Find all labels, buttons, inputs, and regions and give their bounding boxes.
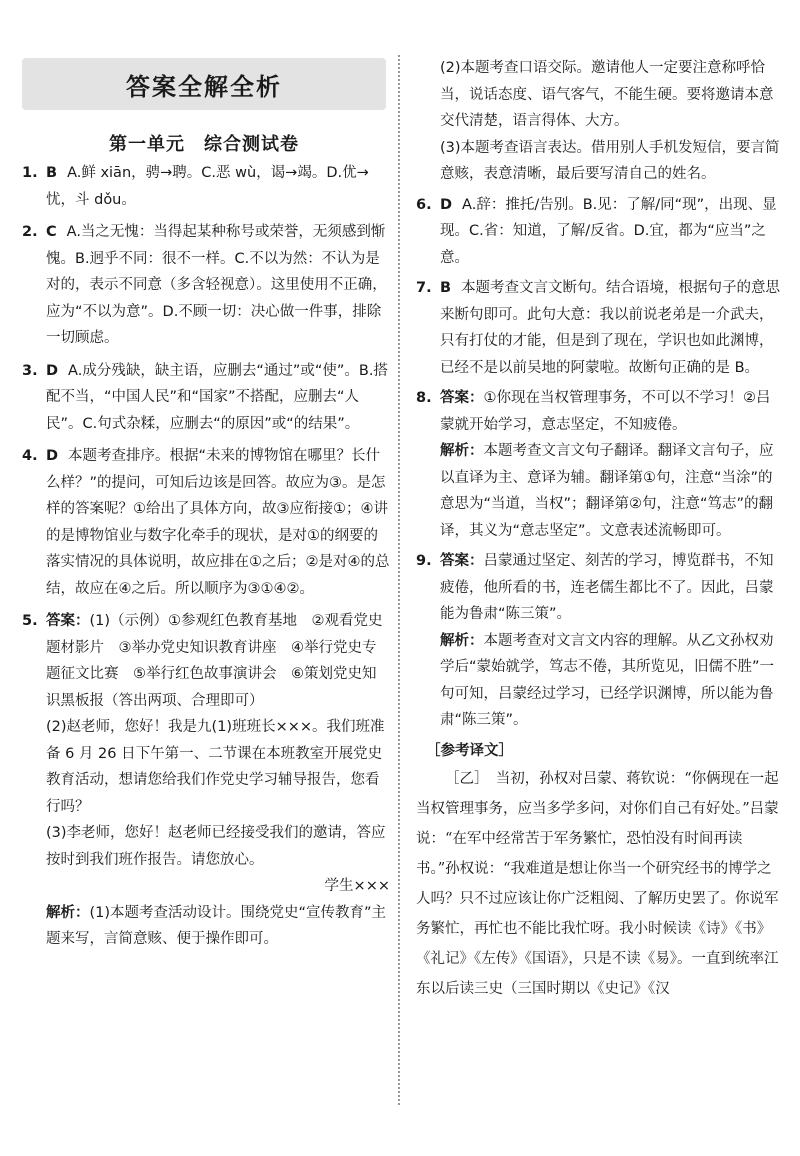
answer-text: 吕蒙通过坚定、刻苦的学习，博览群书，不知疲倦，他所看的书，连老儒生都比不了。因此，吕蒙能为鲁肃“陈三策”。 (440, 553, 774, 622)
question-2 (22, 219, 390, 352)
question-number: 4. (22, 448, 38, 464)
question-5 (22, 608, 390, 953)
answer-text: A.辞：推托/告别。B.见：了解/同“现”，出现、显现。C.省：知道，了解/反省。D.宜，都为“应当”之意。 (440, 196, 777, 266)
analysis-label: 解析： (46, 904, 90, 921)
answer-letter: C (46, 224, 57, 240)
question-number: 3. (22, 362, 38, 379)
question-1 (22, 160, 390, 213)
answer-label: 答案： (46, 613, 90, 629)
question-number: 9. (416, 553, 432, 569)
answer-part-1: (1)（示例）①参观红色教育基地 ②观看党史题材影片 ③举办党史知识教育讲座 ④举行党史专题征文比赛 ⑤举行红色故事演讲会 ⑥策划党史知识黑板报（答出两项、合理即可） (46, 613, 383, 709)
answer-part-3: (3)李老师，您好！赵老师已经接受我们的邀请，答应按时到我们班作报告。请您放心。 (46, 825, 386, 868)
analysis-text: 本题考查对文言文内容的理解。从乙文孙权劝学后“蒙始就学，笃志不倦，其所览见，旧儒不胜”一句可知，吕蒙经过学习，已经学识渊博，所以能为鲁肃“陈三策”。 (440, 632, 775, 728)
answer-letter: D (440, 196, 453, 213)
answer-text: 本题考查文言文断句。结合语境，根据句子的意思来断句即可。此句大意：我以前说老弟是一介武夫，只有打仗的才能，但是到了现在，学识也如此渊博，已经不是以前吴地的阿蒙啦。故断句正确的是 B。 (440, 280, 781, 376)
question-3 (22, 358, 390, 438)
analysis-text: 本题考查文言文句子翻译。翻译文言句子，应以直译为主、意译为辅。翻译第①句，注意“当涂”的意思为“当道，当权”；翻译第②句，注意“笃志”的翻译，其义为“意志坚定”。文意表述流畅即可。 (440, 443, 774, 539)
analysis-label: 解析： (440, 443, 484, 459)
question-8 (416, 385, 782, 544)
answer-letter: D (46, 362, 59, 379)
page-title: 答案全解全析 (126, 72, 282, 101)
question-7 (416, 275, 782, 381)
answer-text: A.当之无愧：当得起某种称号或荣誉，无须感到惭愧。B.迥乎不同：很不一样。C.不以为然：不认为是对的，表示不同意（多含轻视意）。这里使用不正确，应为“不以为意”。D.不顾一切：决心做一件事，排除一切顾虑。 (46, 224, 387, 346)
question-number: 7. (416, 280, 432, 296)
analysis-text: (1)本题考查活动设计。围绕党史“宣传教育”主题来写，言简意赅、便于操作即可。 (46, 904, 387, 947)
page-title-banner (22, 58, 386, 110)
answer-text: A.成分残缺，缺主语，应删去“通过”或“使”。B.搭配不当，“中国人民”和“国家”不搭配，应删去“人民”。C.句式杂糅，应删去“的原因”或“的结果”。 (46, 362, 388, 432)
q5-continued-part-2: (2)本题考查口语交际。邀请他人一定要注意称呼恰当，说话态度、语气客气，不能生硬。要将邀请本意交代清楚，语言得体、大方。 (440, 60, 774, 129)
question-6 (416, 192, 782, 272)
answer-letter: B (440, 280, 452, 296)
answer-text: ①你现在当权管理事务，不可以不学习！②吕蒙就开始学习，意志坚定，不知疲倦。 (440, 390, 771, 433)
question-9 (416, 548, 782, 734)
question-number: 5. (22, 613, 38, 629)
question-number: 1. (22, 165, 38, 181)
answer-part-2: (2)赵老师，您好！我是九(1)班班长×××。我们班准备 6 月 26 日下午第一、二节课在本班教室开展党史教育活动，想请您给我们作党史学习辅导报告，您看行吗？ (46, 719, 385, 815)
analysis (46, 900, 390, 953)
analysis (440, 438, 782, 544)
column-divider (398, 55, 400, 1105)
answer-text: A.鲜 xiān，骋→聘。C.恶 wù，谒→竭。D.优→忧，斗 dǒu。 (46, 165, 369, 208)
analysis (440, 628, 782, 734)
answer-letter: D (46, 448, 59, 464)
question-number: 6. (416, 196, 432, 213)
right-column (416, 55, 782, 1004)
analysis-label: 解析： (440, 632, 484, 649)
left-column (22, 160, 390, 953)
unit-title: 第一单元 综合测试卷 (109, 134, 299, 155)
translation-text: ［乙］ 当初，孙权对吕蒙、蒋钦说：“你俩现在一起当权管理事务，应当多学多问，对你们自己有好处。”吕蒙说：“在军中经常苦于军务繁忙，恐怕没有时间再读书。”孙权说：“我难道是想让你当一个研究经书的博学之人吗？只不过应该让你广泛粗阅、了解历史罢了。你说军务繁忙，再忙也不能比我忙呀。我小时候读《诗》《书》《礼记》《左传》《国语》，只是不读《易》。一直到统率江东以后读三史（三国时期以《史记》《汉 (416, 771, 779, 997)
reference-translation (416, 764, 782, 1004)
question-4 (22, 443, 390, 602)
signature: 学生××× (324, 878, 390, 894)
q5-continued-part-3: (3)本题考查语言表达。借用别人手机发短信，要言简意赅，表意清晰，最后要写清自己的姓名。 (440, 139, 780, 182)
question-number: 8. (416, 390, 432, 406)
answer-text: 本题考查排序。根据“未来的博物馆在哪里？长什么样？”的提问，可知后边该是回答。故应为③。是怎样的答案呢？①给出了具体方向，故③应衔接①；④讲的是博物馆业与数字化牵手的现状，是对①的纲要的落实情况的具体说明，故应排在①之后；②是对④的总结，故应在④之后。所以顺序为③①④②。 (46, 448, 390, 597)
question-number: 2. (22, 224, 38, 240)
answer-letter: B (46, 165, 58, 181)
reference-translation-heading: ［参考译文］ (426, 742, 513, 759)
answer-label: 答案： (440, 390, 484, 406)
answer-label: 答案： (440, 553, 484, 569)
